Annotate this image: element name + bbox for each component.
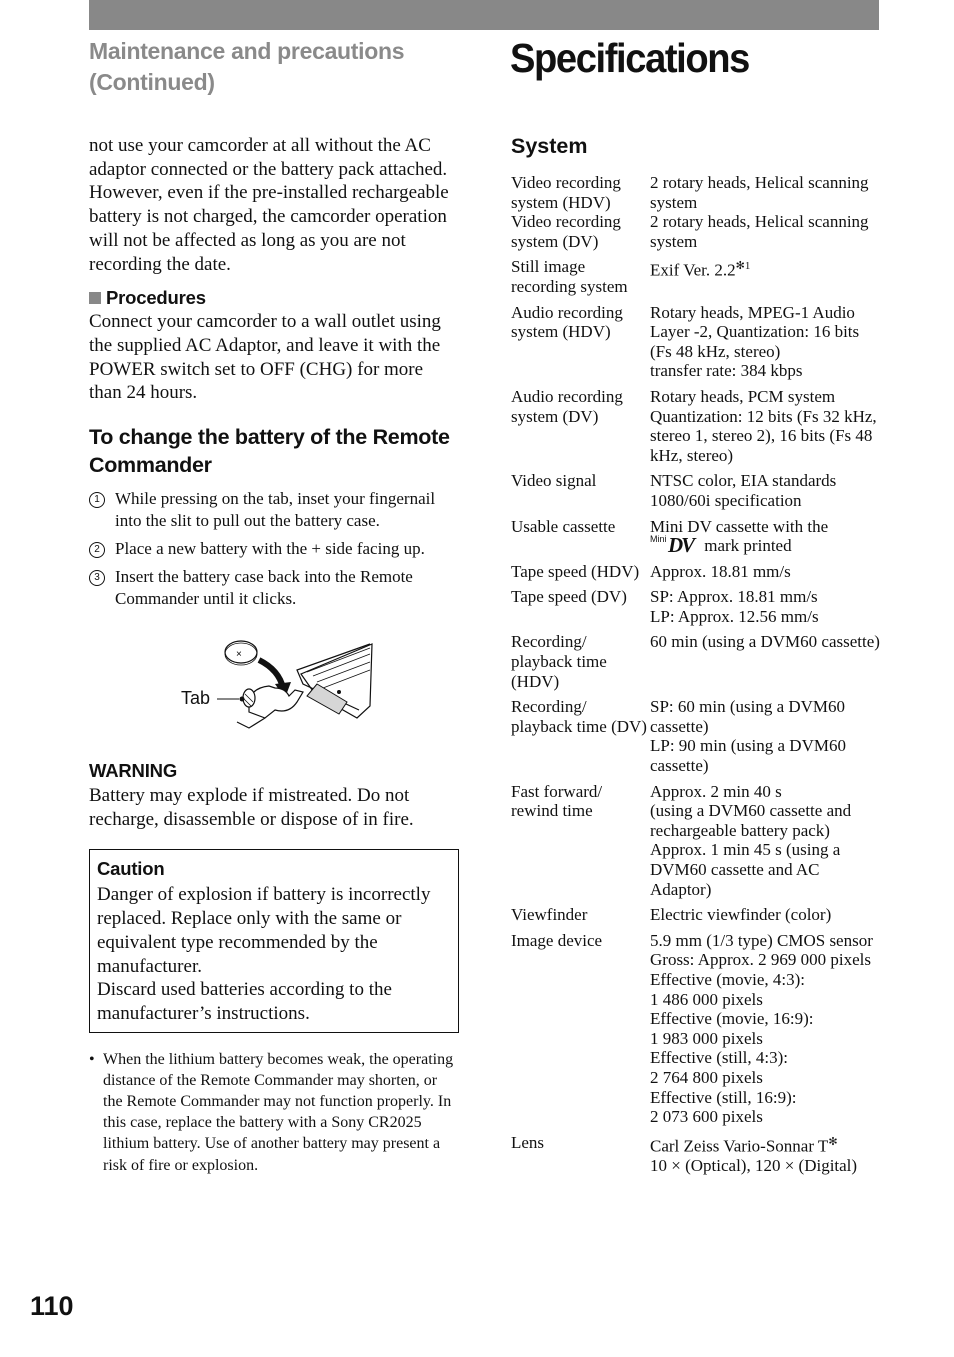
spec-row: [511, 387, 883, 465]
spec-value-line: 2 764 800 pixels: [650, 1067, 763, 1087]
spec-label: Audio recording system (DV): [511, 386, 623, 426]
spec-value: [650, 587, 883, 626]
battery-steps: [89, 488, 459, 610]
spec-value-line: Approx. 1 min 45 s (using a DVM60 cassette and AC Adaptor): [650, 840, 841, 899]
spec-label: Audio recording system (HDV): [511, 302, 623, 342]
specifications-table: [511, 173, 883, 1182]
spec-value-line: Rotary heads, MPEG-1 Audio Layer -2, Quantization: 16 bits (Fs 48 kHz, stereo): [650, 302, 860, 361]
page-title: Specifications: [510, 35, 749, 81]
spec-value-line: Electric viewfinder (color): [650, 905, 832, 925]
spec-label: Video recording system (HDV) Video recording system (DV): [511, 173, 621, 251]
spec-value-line: LP: Approx. 12.56 mm/s: [650, 606, 819, 626]
spec-value: [650, 387, 883, 465]
spec-value-line: 2 073 600 pixels: [650, 1107, 763, 1127]
spec-value: [650, 905, 883, 925]
svg-text:×: ×: [236, 649, 242, 661]
caution-heading: Caution: [97, 858, 165, 880]
system-heading: System: [511, 134, 588, 158]
spec-value: [650, 562, 883, 582]
spec-label: Image device: [511, 930, 603, 950]
spec-value-line: Carl Zeiss Vario-Sonnar T✻: [650, 1135, 838, 1156]
left-column: [89, 36, 459, 1176]
lithium-battery-note: [89, 1049, 459, 1176]
spec-value-line: Effective (movie, 16:9):: [650, 1009, 814, 1029]
spec-label: Tape speed (DV): [511, 587, 627, 607]
bullet-dot-icon: •: [89, 1050, 95, 1068]
spec-value-line: SP: 60 min (using a DVM60 cassette): [650, 697, 846, 736]
procedures-text: Connect your camcorder to a wall outlet using the supplied AC Adaptor, and leave it with the POWER switch set to OFF (CHG) for more than 24 hours.: [89, 311, 441, 404]
spec-label: Recording/ playback time (DV): [511, 697, 647, 736]
mini-dv-logo-icon: Mini DV: [650, 533, 694, 558]
step-item: 1 While pressing on the tab, inset your fingernail into the slit to pull out the battery case.: [89, 488, 459, 532]
remote-commander-drawing: [89, 622, 459, 738]
warning-text: Battery may explode if mistreated. Do not recharge, disassemble or dispose of in fire.: [89, 785, 414, 830]
spec-label: Video signal: [511, 471, 597, 491]
spec-row: [511, 782, 883, 900]
spec-value: [650, 632, 883, 691]
spec-row: [511, 931, 883, 1127]
step-number: 2: [89, 542, 105, 558]
procedures-heading: Procedures: [106, 287, 206, 309]
header-bar: [89, 0, 879, 30]
spec-value-line: 60 min (using a DVM60 cassette): [650, 632, 880, 652]
warning-heading: WARNING: [89, 760, 178, 782]
spec-value: [650, 1133, 883, 1176]
spec-value-line: Approx. 18.81 mm/s: [650, 561, 791, 581]
spec-value-line: 10 × (Optical), 120 × (Digital): [650, 1155, 858, 1175]
footnote-marker: ✻: [828, 1135, 838, 1148]
spec-value-line: Rotary heads, PCM system: [650, 386, 836, 406]
spec-row: [511, 697, 883, 775]
spec-label: Recording/ playback time (HDV): [511, 632, 607, 691]
spec-row: [511, 471, 883, 510]
spec-row: [511, 303, 883, 381]
spec-row: [511, 587, 883, 626]
warning-block: [89, 760, 459, 831]
spec-value-line: Mini DV mark printed: [650, 533, 792, 558]
spec-value-line: 1 486 000 pixels: [650, 989, 763, 1009]
spec-row: [511, 257, 883, 296]
spec-value-line: Effective (still, 4:3):: [650, 1048, 789, 1068]
spec-value-line: 1 983 000 pixels: [650, 1028, 763, 1048]
spec-value-line: SP: Approx. 18.81 mm/s: [650, 587, 818, 607]
spec-value-line: Quantization: 12 bits (Fs 32 kHz, stereo 1, stereo 2), 16 bits (Fs 48 kHz, stereo): [650, 406, 877, 465]
spec-value: [650, 303, 883, 381]
spec-label: Fast forward/ rewind time: [511, 781, 603, 821]
spec-value-line: 2 rotary heads, Helical scanning system: [650, 173, 869, 212]
spec-value: [650, 173, 883, 251]
spec-value-line: Effective (still, 16:9):: [650, 1087, 797, 1107]
spec-value-line: Effective (movie, 4:3):: [650, 969, 805, 989]
square-bullet-icon: [89, 292, 101, 304]
spec-row: [511, 632, 883, 691]
spec-row: [511, 562, 883, 582]
spec-value-line: NTSC color, EIA standards: [650, 471, 837, 491]
step-number: 3: [89, 570, 105, 586]
intro-paragraph: not use your camcorder at all without the AC adaptor connected or the battery pack attached. However, even if the pre-installed rechargeable battery is not charged, the camcorder operation will not be affected as long as you are not recording the date.: [89, 135, 449, 275]
spec-row: [511, 517, 883, 556]
procedures-block: [89, 287, 459, 405]
spec-row: [511, 173, 883, 251]
step-item: 2 Place a new battery with the + side facing up.: [89, 538, 459, 560]
spec-label: Usable cassette: [511, 516, 616, 536]
spec-value-line: 1080/60i specification: [650, 490, 802, 510]
spec-value: [650, 697, 883, 775]
step-number: 1: [89, 492, 105, 508]
remote-battery-illustration: [89, 622, 459, 738]
page-number: 110: [30, 1291, 74, 1321]
spec-value-line: 2 rotary heads, Helical scanning system: [650, 212, 869, 251]
spec-value-line: (using a DVM60 cassette and rechargeable battery pack): [650, 801, 852, 840]
tab-label: Tab: [181, 688, 211, 709]
spec-value-line: Gross: Approx. 2 969 000 pixels: [650, 950, 871, 970]
step-item: 3 Insert the battery case back into the Remote Commander until it clicks.: [89, 566, 459, 610]
spec-label: Tape speed (HDV): [511, 561, 640, 581]
spec-value-line: Mini DV cassette with the: [650, 516, 829, 536]
lithium-battery-note-text: When the lithium battery becomes weak, the operating distance of the Remote Commander may shorten, or the Remote Commander may not function properly. In this case, replace the battery with a Sony CR2025 lithium battery. Use of another battery may present a risk of fire or explosion.: [103, 1050, 454, 1174]
caution-text: Danger of explosion if battery is incorrectly replaced. Replace only with the same or equivalent type recommended by the manufacturer.: [97, 884, 431, 977]
spec-value-line: LP: 90 min (using a DVM60 cassette): [650, 736, 846, 776]
spec-row: [511, 1133, 883, 1176]
caution-box: [89, 849, 459, 1032]
spec-value-line: 5.9 mm (1/3 type) CMOS sensor: [650, 930, 873, 950]
caution-text-disposal: Discard used batteries according to the manufacturer’s instructions.: [97, 979, 392, 1024]
spec-value: [650, 931, 883, 1127]
spec-label: Lens: [511, 1132, 545, 1152]
spec-value-line: Exif Ver. $2.2^{✻1}$: [650, 260, 751, 281]
spec-value-line: Approx. 2 min 40 s: [650, 781, 782, 801]
spec-row: [511, 905, 883, 925]
spec-value: [650, 517, 883, 556]
footnote-marker: ✻1: [735, 260, 751, 273]
spec-value: [650, 782, 883, 900]
battery-change-heading: To change the battery of the Remote Commander: [89, 425, 450, 478]
spec-label: Viewfinder: [511, 905, 588, 925]
spec-value-line: transfer rate: 384 kbps: [650, 361, 803, 381]
spec-value: [650, 471, 883, 510]
continued-section-title: Maintenance and precautions (Continued): [89, 38, 405, 95]
spec-label: Still image recording system: [511, 257, 628, 296]
spec-value: [650, 257, 883, 296]
